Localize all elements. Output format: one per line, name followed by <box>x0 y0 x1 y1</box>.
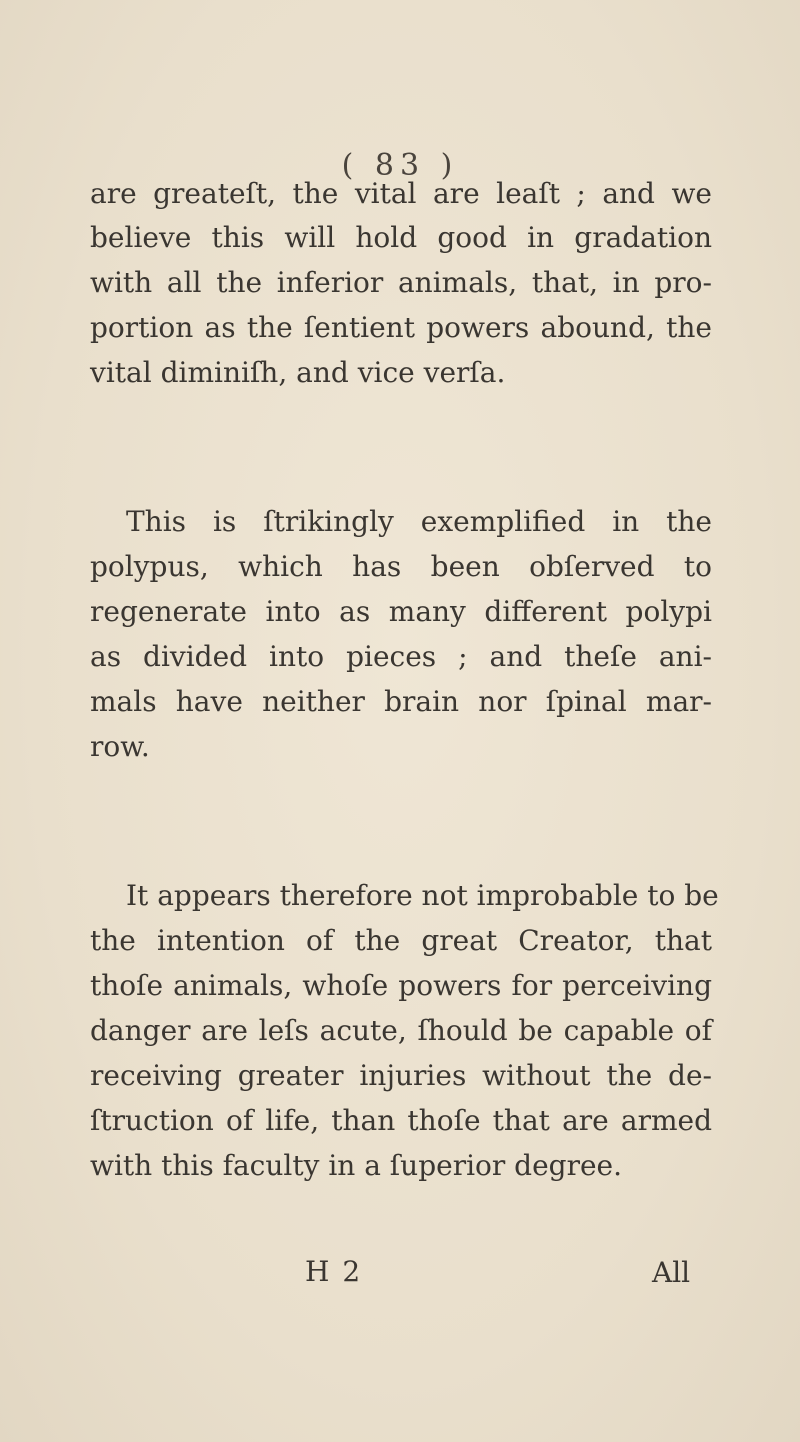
text-line: as divided into pieces ; and theſe ani- <box>90 640 712 673</box>
text-line: mals have neither brain nor ſpinal mar- <box>90 685 712 718</box>
paragraph-start-line: It appears therefore not improbable to be <box>126 879 719 912</box>
text-line: with all the inferior animals, that, in pro- <box>90 266 712 299</box>
text-line: danger are leſs acute, ſhould be capable of <box>90 1014 712 1047</box>
text-line: receiving greater injuries without the de- <box>90 1059 712 1092</box>
text-line: row. <box>90 730 150 763</box>
text-line: are greateſt, the vital are leaſt ; and we <box>90 177 712 210</box>
signature-mark: H 2 <box>305 1255 363 1288</box>
text-line: regenerate into as many different polypi <box>90 595 712 628</box>
text-line: polypus, which has been obſerved to <box>90 550 712 583</box>
text-line: with this faculty in a ſuperior degree. <box>90 1149 623 1182</box>
text-line: believe this will hold good in gradation <box>90 221 712 254</box>
text-line: ſtruction of life, than thoſe that are armed <box>90 1104 712 1137</box>
page-number-header: ( 83 ) <box>341 148 459 183</box>
text-line: portion as the ſentient powers abound, the <box>90 311 712 344</box>
text-line: the intention of the great Creator, that <box>90 924 712 957</box>
text-line: thoſe animals, whoſe powers for perceiving <box>90 969 712 1002</box>
text-line: vital diminiſh, and vice verſa. <box>90 356 506 389</box>
catchword: All <box>652 1256 691 1289</box>
paragraph-start-line: This is ſtrikingly exemplified in the <box>126 505 712 538</box>
